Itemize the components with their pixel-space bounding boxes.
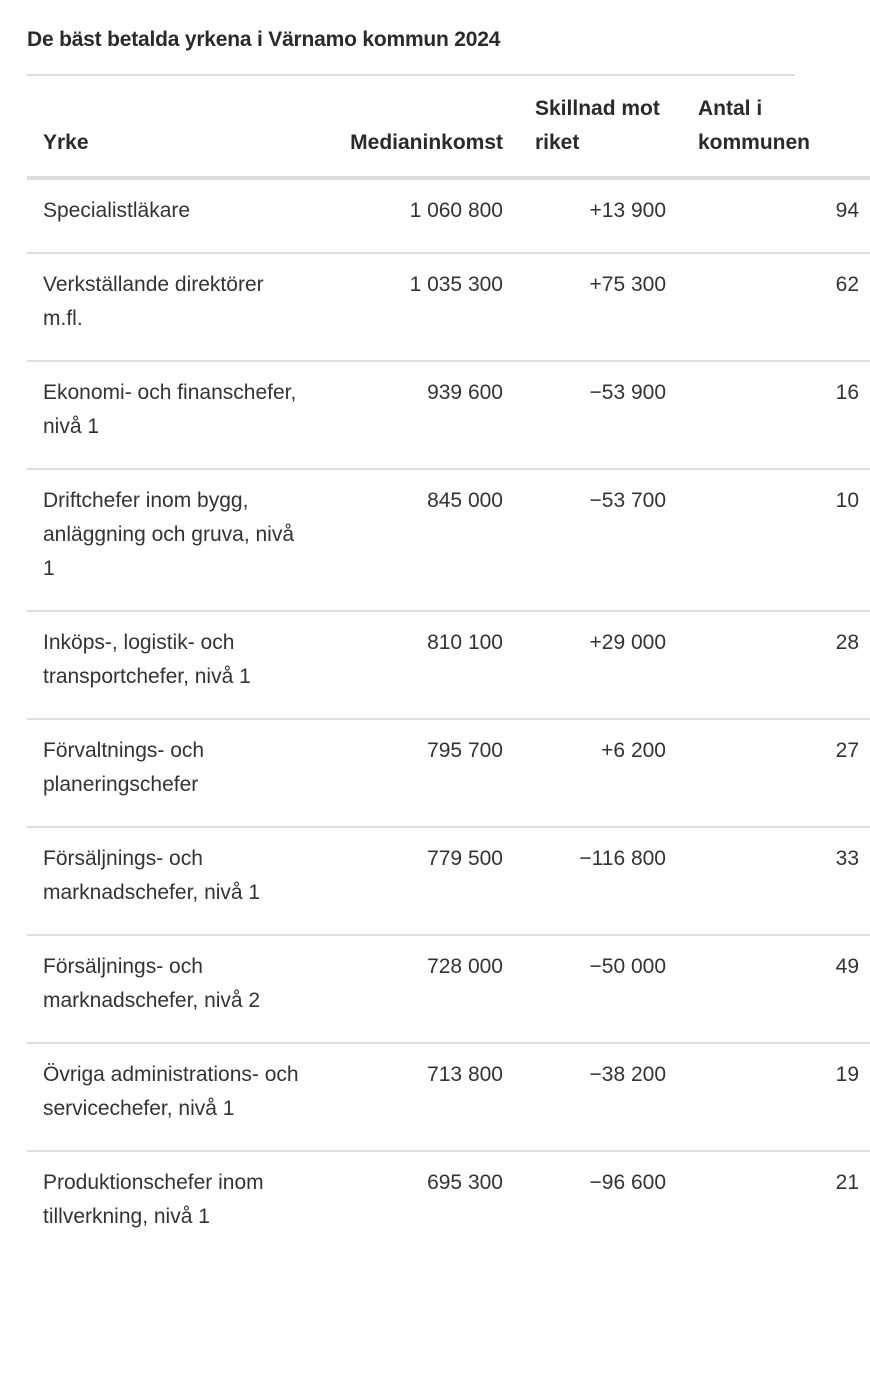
table-row	[27, 719, 870, 827]
cell-difference: +13 900	[503, 178, 666, 253]
cell-median-income: 713 800	[313, 1043, 503, 1151]
table-row	[27, 1043, 870, 1151]
cell-count: 94	[666, 178, 870, 253]
cell-occupation: Övriga administrations- och servicechefer, nivå 1	[27, 1043, 313, 1151]
table-row	[27, 935, 870, 1043]
cell-median-income: 695 300	[427, 1171, 503, 1194]
cell-difference: +75 300	[503, 253, 666, 361]
cell-occupation: Inköps-, logistik- och transportchefer, nivå 1	[27, 611, 313, 719]
cell-count: 49	[666, 935, 870, 1043]
header-count: Antal i kommunen	[666, 76, 870, 178]
cell-count: 28	[666, 611, 870, 719]
cell-occupation: Verkställande direktörer m.fl.	[27, 253, 313, 361]
table-body	[27, 178, 870, 1258]
cell-median-income: 1 060 800	[313, 178, 503, 253]
cell-occupation: Produktionschefer inom tillverkning, nivå 1	[43, 1171, 264, 1228]
cell-median-income: 728 000	[313, 935, 503, 1043]
table-row	[27, 1151, 870, 1258]
cell-count: 62	[666, 253, 870, 361]
cell-count: 19	[666, 1043, 870, 1151]
cell-difference: −50 000	[503, 935, 666, 1043]
cell-count: 21	[835, 1171, 859, 1194]
cell-median-income: 845 000	[313, 469, 503, 611]
cell-occupation: Driftchefer inom bygg, anläggning och gruva, nivå 1	[27, 469, 313, 611]
cell-difference: −53 700	[503, 469, 666, 611]
cell-difference: −116 800	[503, 827, 666, 935]
cell-difference: +29 000	[503, 611, 666, 719]
cell-occupation: Förvaltnings- och planeringschefer	[27, 719, 313, 827]
table-row	[27, 469, 870, 611]
header-occupation: Yrke	[27, 76, 313, 178]
header-median-income: Medianinkomst	[313, 76, 503, 178]
table-row	[27, 611, 870, 719]
header-row	[27, 76, 870, 178]
cell-median-income: 795 700	[313, 719, 503, 827]
cell-median-income: 779 500	[313, 827, 503, 935]
cell-median-income: 810 100	[313, 611, 503, 719]
cell-occupation: Specialistläkare	[27, 178, 313, 253]
table-row	[27, 361, 870, 469]
header-difference: Skillnad mot riket	[503, 76, 666, 178]
table-row	[27, 253, 870, 361]
cell-count: 16	[666, 361, 870, 469]
table-title: De bäst betalda yrkena i Värnamo kommun 2024	[27, 28, 501, 51]
cell-occupation: Försäljnings- och marknadschefer, nivå 1	[27, 827, 313, 935]
cell-count: 10	[666, 469, 870, 611]
cell-difference: −96 600	[589, 1171, 666, 1194]
cell-difference: +6 200	[503, 719, 666, 827]
cell-median-income: 939 600	[313, 361, 503, 469]
cell-count: 33	[666, 827, 870, 935]
table-row	[27, 178, 870, 253]
table-container	[27, 24, 859, 1258]
cell-count: 27	[666, 719, 870, 827]
cell-occupation: Försäljnings- och marknadschefer, nivå 2	[27, 935, 313, 1043]
cell-difference: −53 900	[503, 361, 666, 469]
cell-median-income: 1 035 300	[313, 253, 503, 361]
cell-occupation: Ekonomi- och finanschefer, nivå 1	[27, 361, 313, 469]
table-row	[27, 827, 870, 935]
income-table	[27, 76, 870, 1258]
cell-difference: −38 200	[503, 1043, 666, 1151]
